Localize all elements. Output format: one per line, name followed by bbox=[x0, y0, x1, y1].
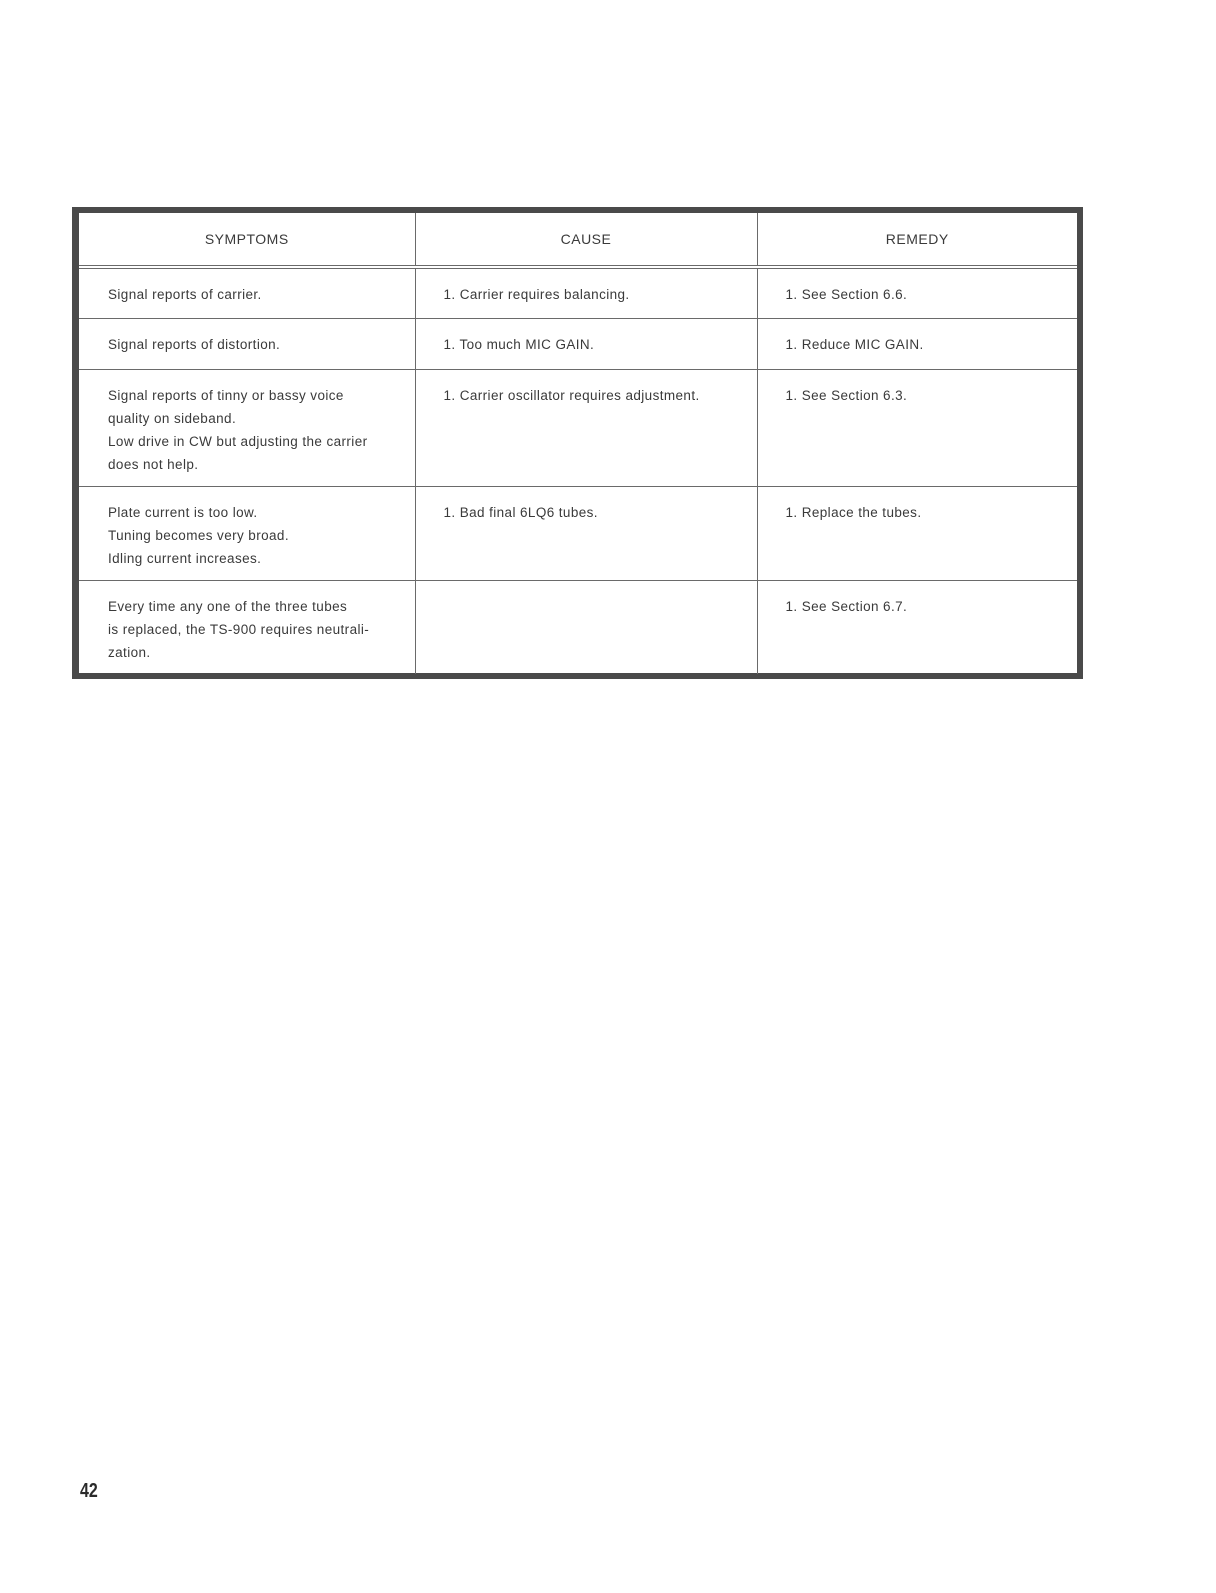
symptom-cell bbox=[79, 369, 415, 486]
header-cause: CAUSE bbox=[415, 213, 757, 267]
symptom-cell bbox=[79, 267, 415, 318]
symptom-text: zation. bbox=[108, 644, 151, 660]
remedy-cell bbox=[757, 486, 1077, 580]
symptom-text: does not help. bbox=[108, 456, 199, 472]
remedy-text: 1. Reduce MIC GAIN. bbox=[785, 336, 924, 352]
remedy-cell bbox=[757, 369, 1077, 486]
cause-text: 1. Carrier requires balancing. bbox=[443, 287, 630, 302]
table-row bbox=[79, 369, 1077, 486]
symptom-text: Signal reports of tinny or bassy voice bbox=[108, 387, 344, 403]
table-row bbox=[79, 486, 1077, 580]
header-symptoms: SYMPTOMS bbox=[79, 213, 415, 267]
troubleshooting-table bbox=[79, 213, 1077, 674]
remedy-cell bbox=[757, 318, 1077, 369]
remedy-cell bbox=[757, 267, 1077, 318]
remedy-cell bbox=[757, 580, 1077, 674]
symptom-cell bbox=[79, 580, 415, 674]
symptom-cell bbox=[79, 318, 415, 369]
table-row bbox=[79, 318, 1077, 369]
symptom-text: Idling current increases. bbox=[108, 550, 262, 566]
table-row bbox=[79, 267, 1077, 318]
remedy-text: 1. See Section 6.6. bbox=[785, 287, 908, 302]
table-header-row bbox=[79, 213, 1077, 267]
cause-cell bbox=[415, 369, 757, 486]
symptom-cell bbox=[79, 486, 415, 580]
symptom-text: Signal reports of distortion. bbox=[108, 336, 281, 352]
remedy-text: 1. Replace the tubes. bbox=[785, 504, 922, 520]
symptom-text: Signal reports of carrier. bbox=[108, 287, 262, 302]
header-remedy: REMEDY bbox=[757, 213, 1077, 267]
remedy-text: 1. See Section 6.3. bbox=[785, 387, 908, 403]
symptom-text: Plate current is too low. bbox=[108, 504, 258, 520]
symptom-text: Every time any one of the three tubes bbox=[108, 598, 348, 614]
page-number: 42 bbox=[80, 1480, 98, 1502]
cause-text: 1. Carrier oscillator requires adjustment. bbox=[443, 387, 700, 403]
cause-cell bbox=[415, 486, 757, 580]
table-row bbox=[79, 580, 1077, 674]
cause-text: 1. Bad final 6LQ6 tubes. bbox=[443, 504, 598, 520]
cause-cell bbox=[415, 580, 757, 674]
cause-text: 1. Too much MIC GAIN. bbox=[443, 336, 595, 352]
symptom-text: Low drive in CW but adjusting the carrier bbox=[108, 433, 368, 449]
symptom-text: Tuning becomes very broad. bbox=[108, 527, 289, 543]
symptom-text: is replaced, the TS-900 requires neutrali- bbox=[108, 621, 370, 637]
remedy-text: 1. See Section 6.7. bbox=[785, 598, 908, 614]
troubleshooting-table-frame bbox=[72, 207, 1083, 679]
symptom-text: quality on sideband. bbox=[108, 410, 237, 426]
cause-cell bbox=[415, 318, 757, 369]
cause-cell bbox=[415, 267, 757, 318]
